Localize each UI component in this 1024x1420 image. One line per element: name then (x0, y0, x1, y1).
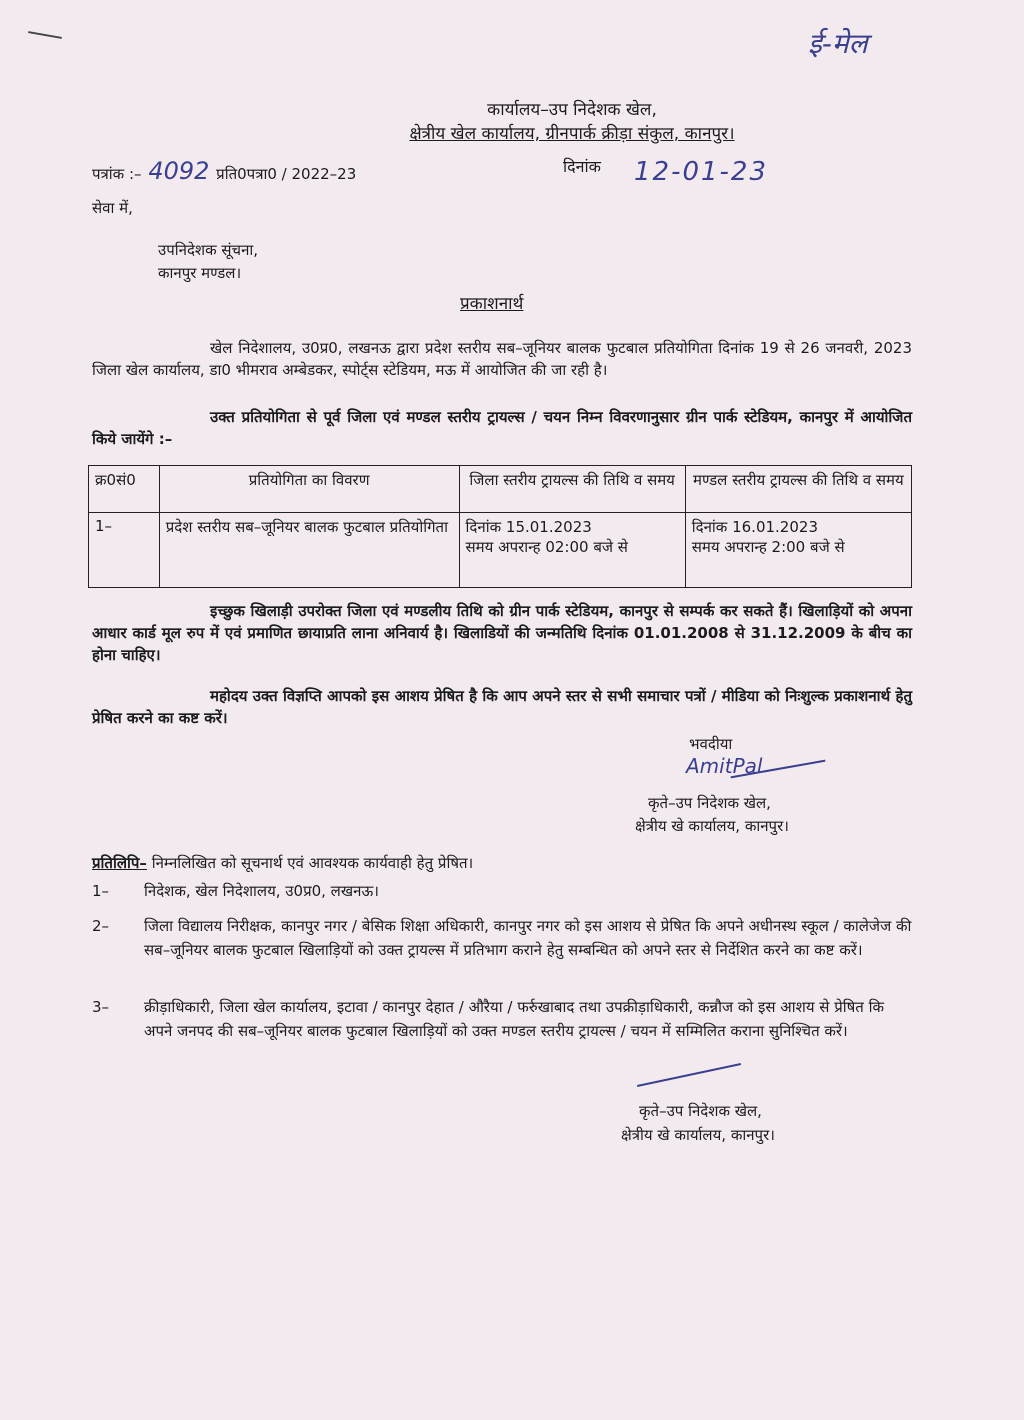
copy-label: प्रतिलिपि– (92, 854, 147, 872)
addressee-line-2: कानपुर मण्डल। (158, 264, 242, 282)
body-paragraph-3: इच्छुक खिलाड़ी उपरोक्त जिला एवं मण्डलीय तिथि को ग्रीन पार्क स्टेडियम, कानपुर से सम्पर्क कर सकते हैं। खिलाड़ियों को अपना आधार कार्ड मूल रुप में एवं प्रमाणित छायाप्रति लाना अनिवार्य है। खिलाडियों की जन्मतिथि दिनांक 01.01.2008 से 31.12.2009 के बीच का होना चाहिए। (92, 602, 912, 664)
table-header: मण्डल स्तरीय ट्रायल्स की तिथि व समय (685, 466, 911, 513)
list-item-number: 2– (92, 917, 110, 935)
division-date: दिनांक 16.01.2023 (691, 518, 818, 536)
body-paragraph-1: खेल निदेशालय, उ0प्र0, लखनऊ द्वारा प्रदेश स्तरीय सब–जूनियर बालक फुटबाल प्रतियोगिता दिनांक 19 से 26 जनवरी, 2023 जिला खेल कार्यालय, डा0 भीमराव अम्बेडकर, स्पोर्ट्स स्टेडियम, मऊ में आयोजित की जा रही है। (92, 339, 912, 379)
district-time: समय अपरान्ह 02:00 बजे से (465, 538, 628, 556)
pen-mark (28, 31, 62, 39)
table-cell-district (459, 513, 685, 588)
body-paragraph-4: महोदय उक्त विज्ञप्ति आपको इस आशय प्रेषित है कि आप अपने स्तर से सभी समाचार पत्रों / मीडिया को निःशुल्क प्रकाशनार्थ हेतु प्रेषित करने का कष्ट करें। (92, 687, 912, 727)
list-item-number: 1– (92, 882, 110, 900)
list-item-text: निदेशक, खेल निदेशालय, उ0प्र0, लखनऊ। (144, 882, 379, 900)
table-header: प्रतियोगिता का विवरण (159, 466, 459, 513)
office-subtitle: क्षेत्रीय खेल कार्यालय, ग्रीनपार्क क्रीड़ा संकुल, कानपुर। (409, 124, 735, 144)
reference-label: पत्रांक :– (92, 165, 142, 183)
district-date: दिनांक 15.01.2023 (465, 518, 592, 536)
copy-closing-line-2: क्षेत्रीय खे कार्यालय, कानपुर। (621, 1126, 775, 1144)
list-item-text: जिला विद्यालय निरीक्षक, कानपुर नगर / बेसिक शिक्षा अधिकारी, कानपुर नगर को इस आशय से प्रेषित कि अपने अधीनस्थ स्कूल / कालेजेज की सब–जूनियर बालक फुटबाल खिलाड़ियों को उक्त ट्रायल्स में प्रतिभाग कराने हेतु सम्बन्धित को अपने स्तर से निर्देशित करने का कष्ट करें। (144, 917, 912, 959)
trials-table (88, 465, 912, 588)
subject-heading: प्रकाशनार्थ (460, 294, 524, 314)
signature-stroke-2 (637, 1063, 741, 1087)
salutation: सेवा में, (92, 199, 133, 217)
copy-closing-line-1: कृते–उप निदेशक खेल, (639, 1102, 762, 1120)
table-header: जिला स्तरीय ट्रायल्स की तिथि व समय (459, 466, 685, 513)
reference-line (92, 157, 356, 185)
table-row (89, 513, 912, 588)
copy-intro: निम्नलिखित को सूचनार्थ एवं आवश्यक कार्यवाही हेतु प्रेषित। (151, 854, 474, 872)
table-cell-description: प्रदेश स्तरीय सब–जूनियर बालक फुटबाल प्रतियोगिता (159, 513, 459, 588)
addressee-line-1: उपनिदेशक सूंचना, (158, 241, 259, 259)
date-value: 12-01-23 (634, 157, 769, 187)
copy-heading (92, 853, 473, 873)
signature: AmitPal (686, 754, 763, 778)
closing-line-2: क्षेत्रीय खे कार्यालय, कानपुर। (635, 817, 789, 835)
office-title: कार्यालय–उप निदेशक खेल, (487, 100, 657, 120)
division-time: समय अपरान्ह 2:00 बजे से (691, 538, 845, 556)
body-paragraph-2: उक्त प्रतियोगिता से पूर्व जिला एवं मण्डल स्तरीय ट्रायल्स / चयन निम्न विवरणानुसार ग्रीन पार्क स्टेडियम, कानपुर में आयोजित किये जायेंगे :– (92, 408, 912, 448)
table-cell-division (685, 513, 911, 588)
date-label: दिनांक (563, 157, 601, 176)
list-item-text: क्रीड़ाधिकारी, जिला खेल कार्यालय, इटावा / कानपुर देहात / औरैया / फर्रुखाबाद तथा उपक्रीड़ाधिकारी, कन्नौज को इस आशय से प्रेषित कि अपने जनपद की सब–जूनियर बालक फुटबाल खिलाड़ियों को उक्त मण्डल स्तरीय ट्रायल्स / चयन में सम्मिलित कराना सुनिश्चित करें। (144, 998, 885, 1040)
email-handwritten-mark: ई-मेल (808, 27, 868, 60)
table-header: क्र0सं0 (89, 466, 160, 513)
reference-number: 4092 (148, 157, 210, 185)
reference-suffix: प्रति0पत्रा0 / 2022–23 (216, 165, 357, 183)
closing-yours: भवदीया (689, 735, 733, 753)
list-item-number: 3– (92, 998, 110, 1016)
table-cell-sno: 1– (89, 513, 160, 588)
closing-line-1: कृते–उप निदेशक खेल, (648, 794, 771, 812)
table-header-row (89, 466, 912, 513)
